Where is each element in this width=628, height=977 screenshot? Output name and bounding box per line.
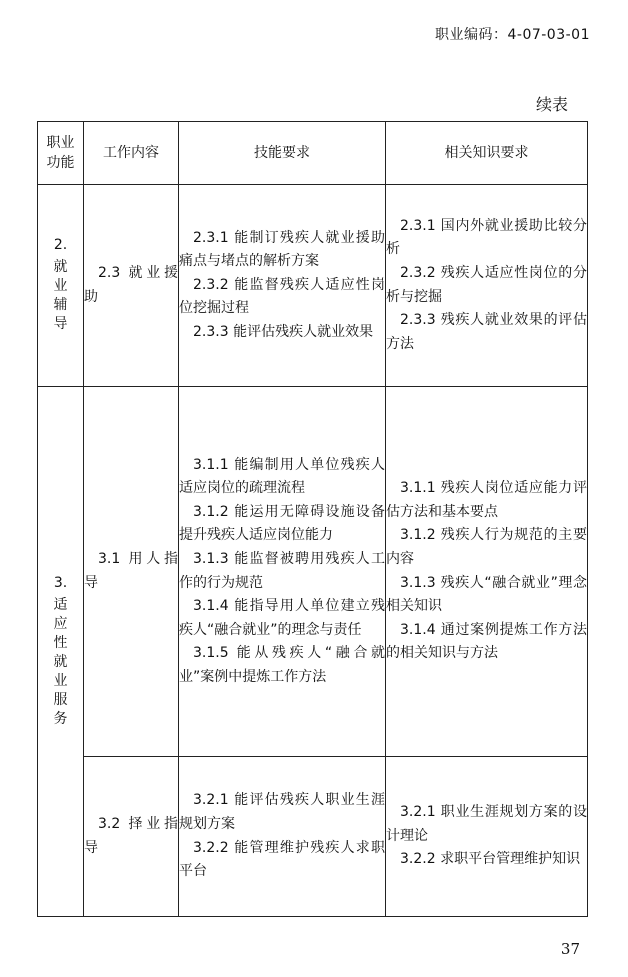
skills-cell bbox=[179, 185, 386, 387]
header-skill-requirements: 技能要求 bbox=[179, 122, 386, 185]
skill-item: 3.1.2 能运用无障碍设施设备提升残疾人适应岗位能力 bbox=[179, 503, 385, 544]
skill-item: 3.1.4 能指导用人单位建立残疾人“融合就业”的理念与责任 bbox=[179, 598, 385, 638]
knowledge-cell bbox=[386, 387, 588, 757]
skill-item: 3.1.3 能监督被聘用残疾人工作的行为规范 bbox=[179, 550, 385, 591]
skill-item: 3.1.1 能编制用人单位残疾人适应岗位的疏理流程 bbox=[179, 456, 385, 497]
knowledge-item: 2.3.3 残疾人就业效果的评估方法 bbox=[386, 312, 587, 352]
skills-cell bbox=[179, 757, 386, 917]
skill-item: 3.2.2 能管理维护残疾人求职平台 bbox=[179, 839, 385, 880]
function-number: 3. bbox=[53, 574, 68, 591]
table-row bbox=[38, 185, 588, 387]
function-number: 2. bbox=[53, 237, 68, 254]
skill-item: 2.3.2 能监督残疾人适应性岗位挖掘过程 bbox=[179, 276, 385, 317]
skill-item: 3.1.5 能从残疾人“融合就业”案例中提炼工作方法 bbox=[179, 645, 385, 685]
competency-table bbox=[37, 121, 588, 917]
skill-item: 3.2.1 能评估残疾人职业生涯规划方案 bbox=[179, 792, 385, 832]
skill-item: 2.3.1 能制订残疾人就业援助痛点与堵点的解析方案 bbox=[179, 229, 385, 270]
function-name: 就业辅导 bbox=[53, 259, 68, 332]
work-content-cell: 3.1 用人指导 bbox=[84, 387, 179, 757]
knowledge-cell bbox=[386, 757, 588, 917]
knowledge-cell bbox=[386, 185, 588, 387]
function-cell bbox=[38, 387, 84, 917]
knowledge-item: 3.2.2 求职平台管理维护知识 bbox=[400, 851, 581, 868]
continued-label: 续表 bbox=[535, 95, 568, 114]
table-row bbox=[38, 757, 588, 917]
knowledge-item: 3.1.2 残疾人行为规范的主要内容 bbox=[386, 527, 587, 567]
knowledge-item: 3.2.1 职业生涯规划方案的设计理论 bbox=[386, 804, 587, 844]
knowledge-item: 3.1.3 残疾人“融合就业”理念相关知识 bbox=[386, 574, 587, 615]
table-row bbox=[38, 387, 588, 757]
skills-cell bbox=[179, 387, 386, 757]
function-name: 适应性就业服务 bbox=[53, 596, 68, 727]
header-function: 职业 功能 bbox=[38, 122, 84, 185]
header-work-content: 工作内容 bbox=[84, 122, 179, 185]
knowledge-item: 2.3.2 残疾人适应性岗位的分析与挖掘 bbox=[386, 264, 587, 305]
table-header-row bbox=[38, 122, 588, 185]
knowledge-item: 2.3.1 国内外就业援助比较分析 bbox=[386, 217, 587, 258]
knowledge-item: 3.1.4 通过案例提炼工作方法的相关知识与方法 bbox=[386, 621, 587, 662]
knowledge-item: 3.1.1 残疾人岗位适应能力评估方法和基本要点 bbox=[386, 480, 587, 520]
occupation-code: 职业编码：4-07-03-01 bbox=[434, 27, 590, 43]
header-knowledge-requirements: 相关知识要求 bbox=[386, 122, 588, 185]
skill-item: 2.3.3 能评估残疾人就业效果 bbox=[193, 323, 374, 340]
work-content-cell: 2.3 就业援助 bbox=[84, 185, 179, 387]
work-content-cell: 3.2 择业指导 bbox=[84, 757, 179, 917]
page-number: 37 bbox=[560, 940, 580, 958]
function-cell bbox=[38, 185, 84, 387]
